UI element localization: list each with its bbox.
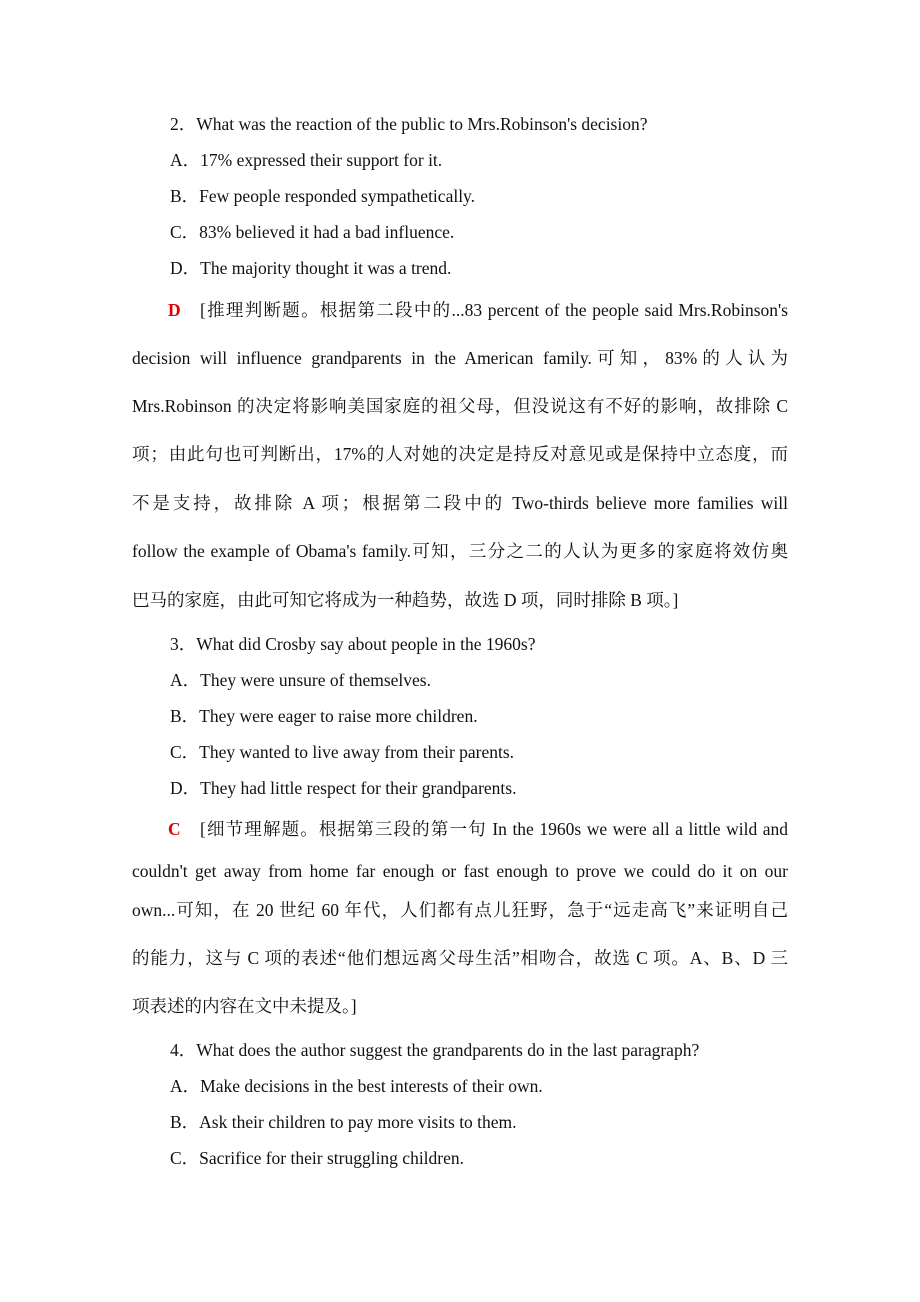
question-text: 3．What did Crosby say about people in the 1960s?	[170, 634, 536, 654]
explanation-line: [推理判断题。根据第二段中的...83 percent of the people said Mrs.Robinson's	[200, 300, 788, 320]
option-d: D．They had little respect for their grandparents.	[170, 778, 517, 798]
option-a: A．Make decisions in the best interests of their own.	[170, 1076, 543, 1096]
option-c: C．They wanted to live away from their parents.	[170, 742, 515, 762]
explanation-line: couldn't get away from home far enough or fast enough to prove we could do it on our	[132, 861, 788, 881]
answer-letter: C	[168, 819, 181, 839]
explanation-line: 项；由此句也可判断出，17%的人对她的决定是持反对意见或是保持中立态度，而	[132, 444, 788, 464]
option-b: B．They were eager to raise more children.	[170, 706, 478, 726]
explanation-line: [细节理解题。根据第三段的第一句 In the 1960s we were all a little wild and	[200, 819, 788, 839]
option-c: C．83% believed it had a bad influence.	[170, 222, 455, 242]
option-c: C．Sacrifice for their struggling children.	[170, 1148, 465, 1168]
explanation-line: 的能力，这与 C 项的表述“他们想远离父母生活”相吻合，故选 C 项。A、B、D 三	[132, 948, 788, 968]
explanation-line: decision will influence grandparents in the American family.可知，83%的人认为	[132, 348, 788, 368]
explanation-line: follow the example of Obama's family.可知，三分之二的人认为更多的家庭将效仿奥	[132, 541, 788, 561]
option-a: A．17% expressed their support for it.	[170, 150, 443, 170]
explanation-line: Mrs.Robinson 的决定将影响美国家庭的祖父母，但没说这有不好的影响，故排除 C	[132, 396, 788, 416]
explanation-line: 项表述的内容在文中未提及。]	[132, 996, 357, 1016]
question-text: 2．What was the reaction of the public to Mrs.Robinson's decision?	[170, 114, 648, 134]
answer-letter: D	[168, 300, 181, 320]
explanation-line: 巴马的家庭，由此可知它将成为一种趋势，故选 D 项，同时排除 B 项。]	[132, 590, 679, 610]
explanation-line: own...可知，在 20 世纪 60 年代，人们都有点儿狂野，急于“远走高飞”来证明自己	[132, 900, 788, 920]
explanation-line: 不是支持，故排除 A 项；根据第二段中的 Two-thirds believe more families will	[132, 493, 788, 513]
option-b: B．Ask their children to pay more visits to them.	[170, 1112, 517, 1132]
question-text: 4．What does the author suggest the grandparents do in the last paragraph?	[170, 1040, 700, 1060]
option-a: A．They were unsure of themselves.	[170, 670, 431, 690]
option-d: D．The majority thought it was a trend.	[170, 258, 452, 278]
option-b: B．Few people responded sympathetically.	[170, 186, 476, 206]
